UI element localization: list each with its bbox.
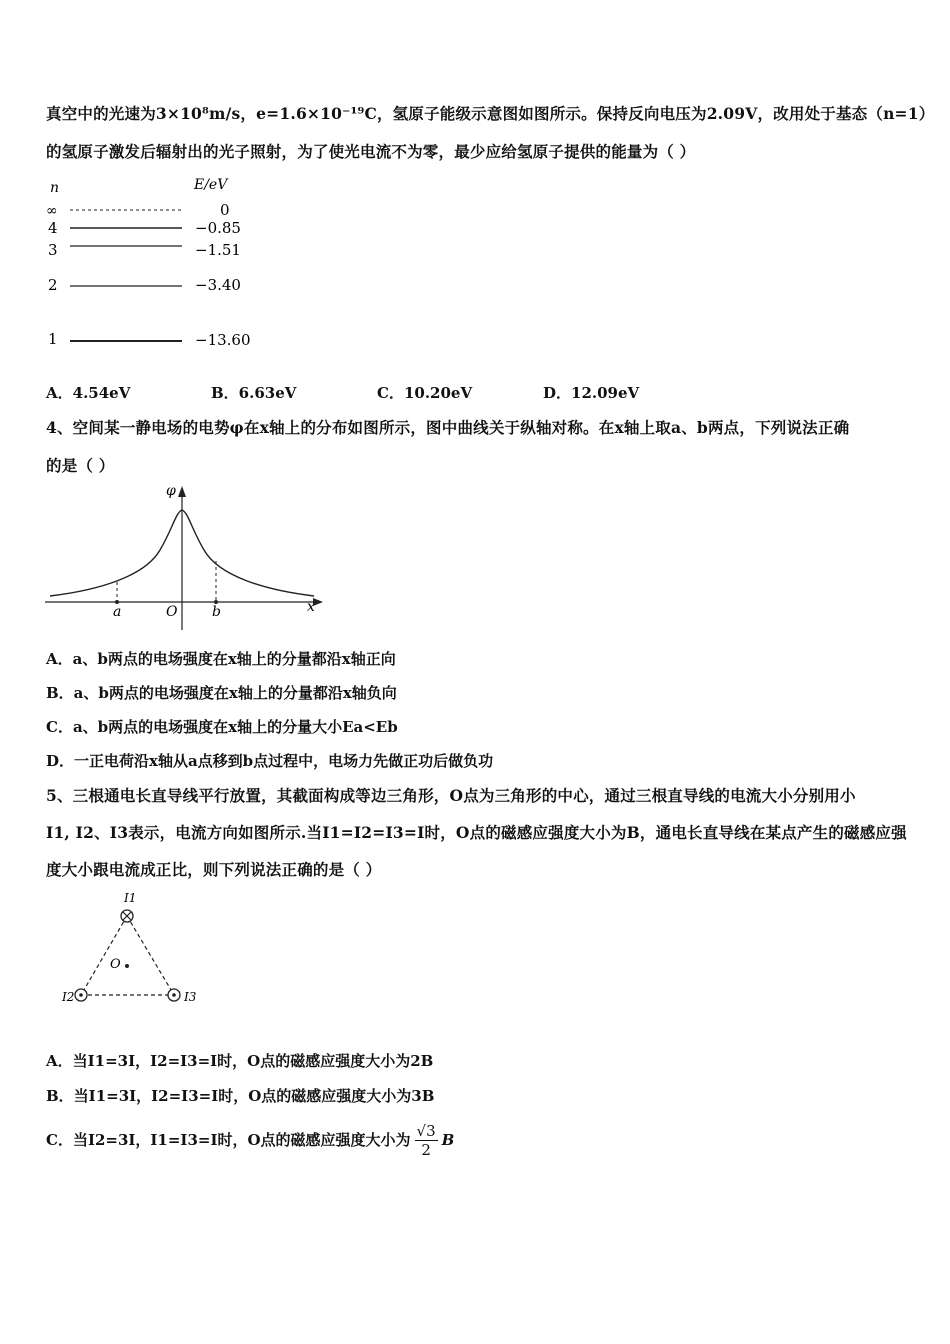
i3-label: I3 (184, 990, 197, 1004)
q4-stem-line1: 4、空间某一静电场的电势φ在x轴上的分布如图所示，图中曲线关于纵轴对称。在x轴上取a、b两点，下列说法正确 (46, 418, 850, 437)
i2-label: I2 (62, 990, 75, 1004)
level-3-e: −1.51 (195, 241, 241, 259)
q4-stem-line2: 的是（ ） (46, 456, 115, 475)
y-axis-arrow (178, 486, 186, 497)
fraction-denominator: 2 (421, 1141, 431, 1159)
x-axis-label: x (307, 599, 315, 615)
level-2-n: 2 (48, 276, 58, 294)
q3-choice-a[interactable]: A．4.54eV (46, 384, 131, 402)
triangle-right-side (127, 916, 174, 995)
n-axis-label: n (50, 180, 60, 196)
q5-stem-line2: I1, I2、I3表示，电流方向如图所示.当I1=I2=I3=I时，O点的磁感应强度大小为B，通电长直导线在某点产生的磁感应强 (46, 823, 907, 842)
q4-choice-b[interactable]: B．a、b两点的电场强度在x轴上的分量都沿x轴负向 (46, 684, 397, 702)
q3-stem-line2: 的氢原子激发后辐射出的光子照射，为了使光电流不为零，最少应给氢原子提供的能量为（ ） (46, 142, 696, 161)
q3-choices (46, 382, 639, 403)
fraction-numerator: √3 (416, 1122, 436, 1140)
a-label: a (113, 604, 122, 620)
q5-stem-line1: 5、三根通电长直导线平行放置，其截面构成等边三角形，O点为三角形的中心，通过三根直导线的电流大小分别用小 (46, 786, 856, 805)
q5-choice-a[interactable]: A．当I1=3I，I2=I3=I时，O点的磁感应强度大小为2B (46, 1052, 434, 1070)
q3-stem-line1: 真空中的光速为3×10⁸m/s，e=1.6×10⁻¹⁹C，氢原子能级示意图如图所示。保持反向电压为2.09V，改用处于基态（n=1） (46, 104, 935, 123)
level-inf-n: ∞ (46, 203, 58, 219)
q4-choice-d[interactable]: D．一正电荷沿x轴从a点移到b点过程中，电场力先做正功后做负功 (46, 752, 494, 770)
energy-level-diagram (40, 172, 270, 357)
o-label: O (110, 957, 121, 972)
level-3-n: 3 (48, 241, 58, 259)
origin-label: O (166, 604, 178, 620)
b-label: b (212, 604, 221, 620)
q3-choice-d[interactable]: D．12.09eV (543, 384, 640, 402)
q3-choice-b[interactable]: B．6.63eV (211, 384, 297, 402)
q5-choice-c-unit: B (441, 1130, 455, 1149)
energy-axis-label: E/eV (194, 177, 228, 193)
center-point-o (125, 964, 129, 968)
level-2-e: −3.40 (195, 276, 241, 294)
q5-stem-line3: 度大小跟电流成正比，则下列说法正确的是（ ） (46, 860, 382, 879)
q5-choice-c-text: C．当I2=3I，I1=I3=I时，O点的磁感应强度大小为 (46, 1130, 411, 1149)
i1-label: I1 (124, 891, 137, 905)
triangle-left-side (81, 916, 127, 995)
q4-choice-c[interactable]: C．a、b两点的电场强度在x轴上的分量大小Ea<Eb (46, 718, 398, 736)
level-inf-e: 0 (220, 201, 230, 219)
wires-triangle-diagram (60, 888, 210, 1013)
sqrt3-over-2-fraction (415, 1122, 438, 1159)
q3-choice-c[interactable]: C．10.20eV (377, 384, 473, 402)
y-axis-label: φ (166, 483, 176, 499)
q5-choice-b[interactable]: B．当I1=3I，I2=I3=I时，O点的磁感应强度大小为3B (46, 1087, 435, 1105)
q5-choice-c[interactable] (46, 1122, 454, 1159)
level-4-n: 4 (48, 219, 58, 237)
level-1-n: 1 (48, 330, 58, 348)
potential-graph (40, 478, 330, 634)
level-1-e: −13.60 (195, 331, 251, 349)
level-4-e: −0.85 (195, 219, 241, 237)
q4-choice-a[interactable]: A．a、b两点的电场强度在x轴上的分量都沿x轴正向 (46, 650, 396, 668)
